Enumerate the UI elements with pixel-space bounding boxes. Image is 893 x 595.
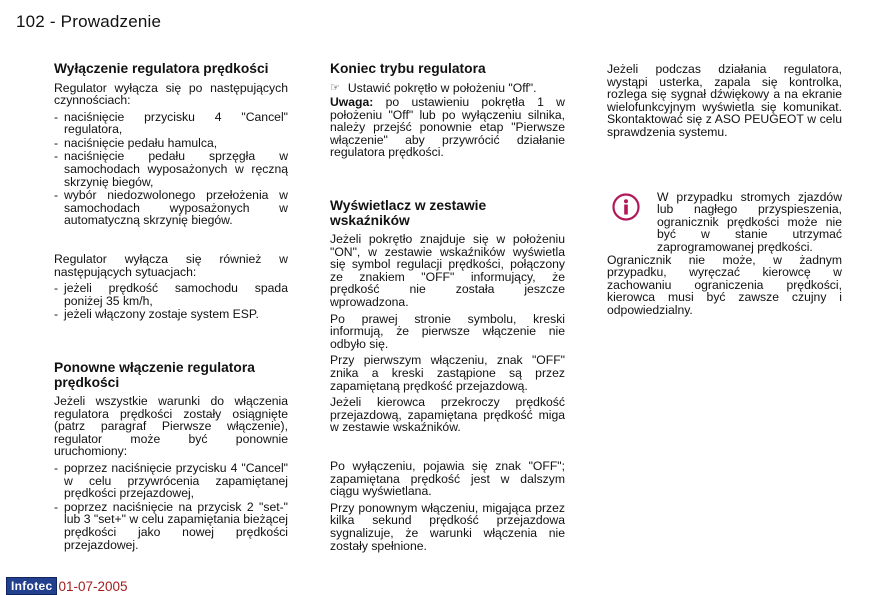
disable-actions-list	[54, 111, 288, 227]
section-title-reenable: Ponowne włączenie regulatora prędkości	[54, 360, 255, 390]
section-title-end-mode: Koniec trybu regulatora	[330, 61, 486, 76]
section-paragraph: Przy ponownym włączeniu, migająca przez kilka sekund prędkość przejazdowa sygnalizuje, że warunki włączenia nie zostały spełnione.	[330, 500, 565, 553]
note-paragraph	[330, 96, 565, 159]
column-left	[54, 62, 288, 555]
reenable-list	[54, 462, 288, 551]
fault-paragraph: Jeżeli podczas działania regulatora, wystąpi usterka, zapala się kontrolka, rozlega się sygnał dźwiękowy a na ekranie wielofunkcyjnym wyświetla się komunikat. Skontaktować się z ASO PEUGEOT w celu sprawdzenia systemu.	[607, 62, 842, 139]
note-text: po ustawieniu pokrętła 1 w położeniu "Off" lub po wyłączeniu silnika, należy przejść ponownie etap "Pierwsze włączenie" aby przywrócić działanie regulatora prędkości.	[330, 95, 565, 160]
list-item: - wybór niedozwolonego przełożenia w samochodach wyposażonych w automatyczną skrzynię biegów.	[54, 189, 288, 227]
infotec-logo: Infotec	[6, 577, 57, 595]
page-header: 102 - Prowadzenie	[16, 12, 162, 31]
list-item: - naciśnięcie pedału hamulca,	[54, 137, 288, 150]
limiter-paragraph: Ogranicznik nie może, w żadnym przypadku, wyręczać kierowcę w zachowaniu ograniczenia prędkości, kierowca musi być zawsze czujny i odpowiedzialny.	[607, 252, 842, 317]
list-item: - poprzez naciśnięcie przycisku 4 "Cancel" w celu przywrócenia zapamiętanej prędkości przejazdowej,	[54, 462, 288, 500]
footer	[6, 577, 128, 595]
section-paragraph: Regulator wyłącza się po następujących czynnościach:	[54, 80, 288, 108]
info-text: W przypadku stromych zjazdów lub nagłego przyspieszenia, ogranicznik prędkości może nie być w stanie utrzymać zaprogramowanej prędkości.	[657, 189, 842, 254]
column-right	[607, 63, 842, 321]
section-paragraph: Po prawej stronie symbolu, kreski informują, że pierwsze włączenie nie odbyło się.	[330, 311, 565, 351]
info-icon	[612, 193, 640, 221]
list-item: - jeżeli prędkość samochodu spada poniżej 35 km/h,	[54, 282, 288, 307]
list-item: - naciśnięcie pedału sprzęgła w samochodach wyposażonych w ręczną skrzynię biegów,	[54, 150, 288, 188]
instruction-line	[330, 82, 565, 95]
column-middle	[330, 62, 565, 556]
section-paragraph: Jeżeli pokrętło znajduje się w położeniu "ON", w zestawie wskaźników wyświetla się symbol regulacji prędkości, połączony ze znakiem "OFF" informujący, że prędkość nie została jeszcze wprowadzona.	[330, 232, 565, 310]
section-paragraph: Jeżeli wszystkie warunki do włączenia regulatora prędkości zostały osiągnięte (patrz paragraf Pierwsze włączenie), regulator może być ponownie uruchomiony:	[54, 394, 288, 459]
note-label: Uwaga:	[330, 95, 374, 110]
info-note	[607, 191, 842, 254]
section-paragraph: Jeżeli kierowca przekroczy prędkość przejazdową, zapamiętana prędkość miga w zestawie wskaźników.	[330, 395, 565, 435]
footer-date: 01-07-2005	[58, 578, 128, 594]
instruction-text: Ustawić pokrętło w położeniu "Off".	[347, 80, 537, 95]
list-item: - naciśnięcie przycisku 4 "Cancel" regulatora,	[54, 111, 288, 136]
list-item: - jeżeli włączony zostaje system ESP.	[54, 308, 288, 321]
section-paragraph: Przy pierwszym włączeniu, znak "OFF" znika a kreski zastąpione są przez zapamiętaną prędkość przejazdową.	[330, 353, 565, 393]
section-title-disable: Wyłączenie regulatora prędkości	[54, 61, 269, 76]
section-paragraph: Regulator wyłącza się również w następujących sytuacjach:	[54, 252, 288, 279]
disable-situations-list	[54, 282, 288, 321]
pointing-hand-icon: ☞	[330, 81, 340, 94]
list-item: - poprzez naciśnięcie na przycisk 2 "set-" lub 3 "set+" w celu zapamiętania bieżącej prędkości jako nowej prędkości przejazdowej.	[54, 501, 288, 551]
section-title-display: Wyświetlacz w zestawie wskaźników	[330, 198, 487, 228]
section-paragraph: Po wyłączeniu, pojawia się znak "OFF"; zapamiętana prędkość jest w dalszym ciągu wyświetlana.	[330, 458, 565, 499]
